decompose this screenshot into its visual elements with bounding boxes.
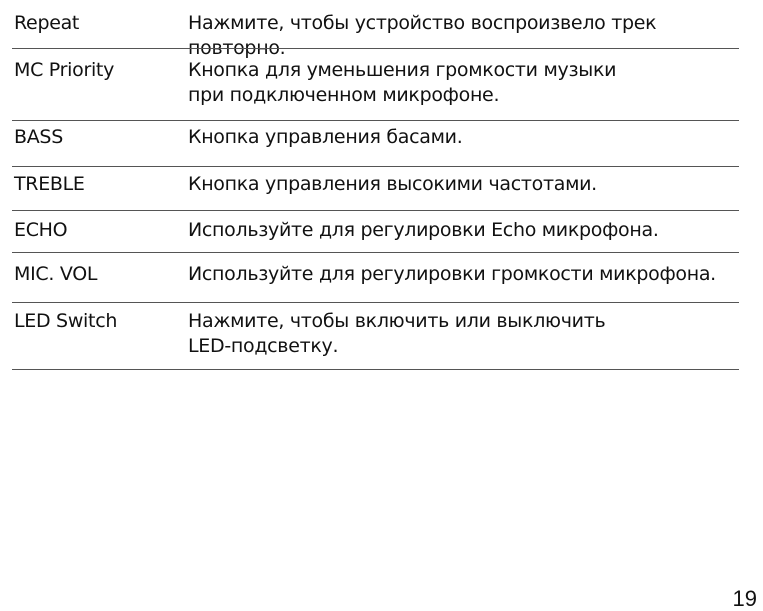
row-description: Используйте для регулировки Echo микрофона. [188, 219, 659, 241]
table-row [12, 211, 739, 253]
row-name: TREBLE [14, 173, 85, 195]
table-row [12, 0, 739, 59]
row-name: MIC. VOL [14, 263, 98, 285]
row-name: BASS [14, 126, 63, 148]
row-description: Кнопка для уменьшения громкости музыки при подключенном микрофоне. [188, 59, 617, 106]
row-description: Кнопка управления басами. [188, 126, 463, 148]
table-row [12, 48, 739, 121]
page-number: 19 [732, 586, 757, 611]
row-name: MC Priority [14, 59, 115, 81]
row-name: Repeat [14, 12, 80, 34]
row-name: ECHO [14, 219, 68, 241]
row-name: LED Switch [14, 310, 118, 332]
row-description: Кнопка управления высокими частотами. [188, 173, 597, 195]
table-row [12, 303, 739, 370]
row-description: Нажмите, чтобы устройство воспроизвело трек повторно. [188, 12, 657, 59]
row-description: Нажмите, чтобы включить или выключить LED-подсветку. [188, 310, 606, 357]
table-row [12, 253, 739, 303]
table-row [12, 167, 739, 211]
row-description: Используйте для регулировки громкости микрофона. [188, 263, 716, 285]
table-row [12, 121, 739, 167]
